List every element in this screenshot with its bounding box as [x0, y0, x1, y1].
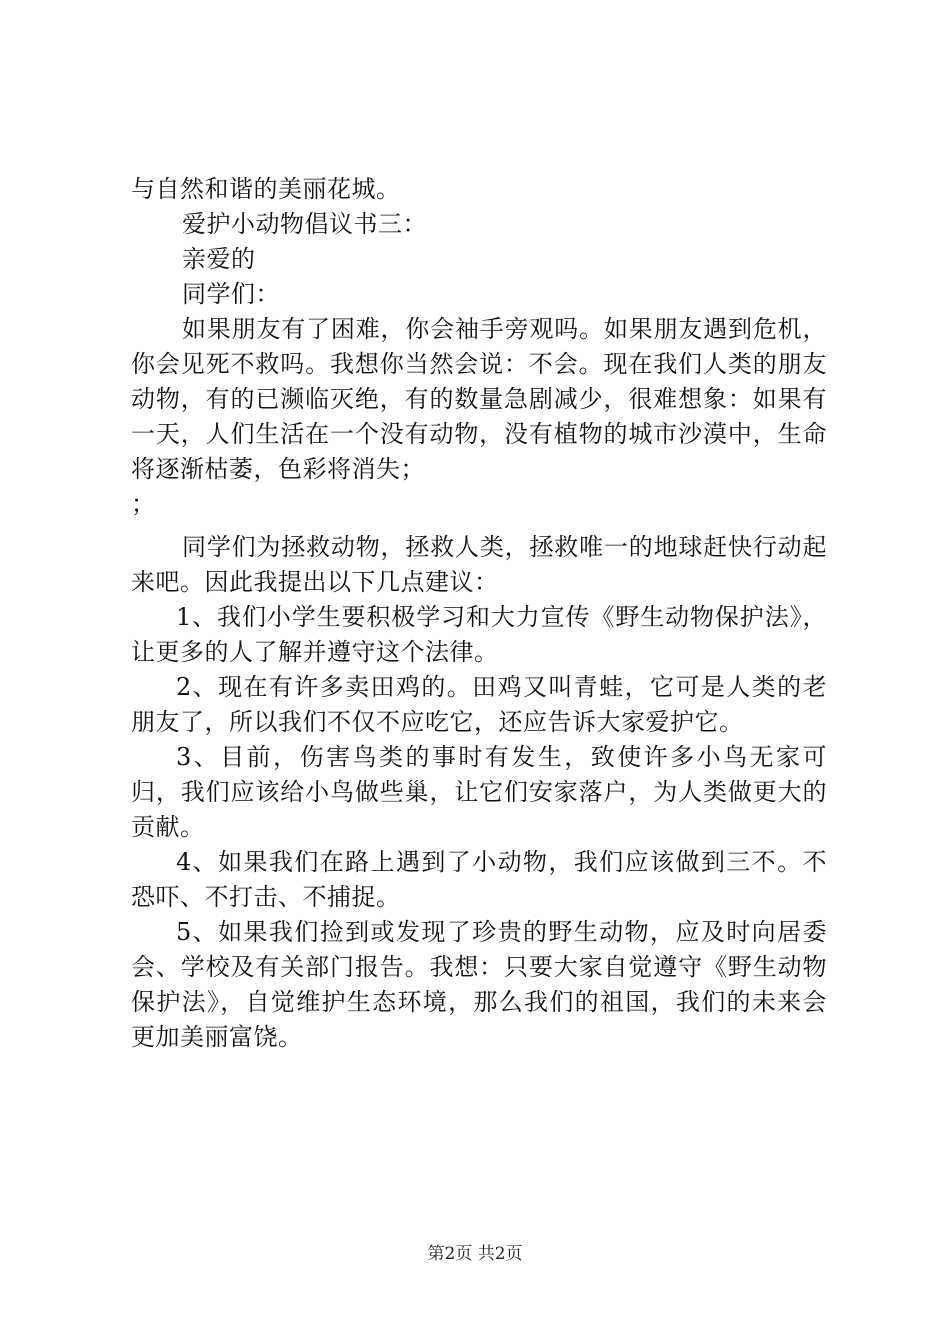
paragraph-semicolon: ； [131, 490, 156, 518]
paragraph-intro: 如果朋友有了困难，你会袖手旁观吗。如果朋友遇到危机，你会见死不救吗。我想你当然会说：不会。现在我们人类的朋友动物，有的已濒临灭绝，有的数量急剧减少，很难想象：如果有一天，人们生活在一个没有动物，没有植物的城市沙漠中，生命将逐渐枯萎，色彩将消失； [131, 315, 827, 483]
suggestion-item-4: 4、如果我们在路上遇到了小动物，我们应该做到三不。不恐吓、不打击、不捕捉。 [131, 848, 827, 911]
salutation-line-2: 同学们： [182, 280, 280, 308]
suggestion-item-1: 1、我们小学生要积极学习和大力宣传《野生动物保护法》，让更多的人了解并遵守这个法律。 [131, 603, 827, 666]
document-body [131, 172, 827, 1055]
suggestion-item-3: 3、目前，伤害鸟类的事时有发生，致使许多小鸟无家可归，我们应该给小鸟做些巢，让它们安家落户，为人类做更大的贡献。 [131, 743, 827, 841]
paragraph-call-to-action: 同学们为拯救动物，拯救人类，拯救唯一的地球赶快行动起来吧。因此我提出以下几点建议： [131, 533, 827, 596]
paragraph-closing-line: 与自然和谐的美丽花城。 [131, 175, 401, 203]
suggestion-item-2: 2、现在有许多卖田鸡的。田鸡又叫青蛙，它可是人类的老朋友了，所以我们不仅不应吃它，还应告诉大家爱护它。 [131, 673, 827, 736]
suggestion-item-5: 5、如果我们捡到或发现了珍贵的野生动物，应及时向居委会、学校及有关部门报告。我想：只要大家自觉遵守《野生动物保护法》，自觉维护生态环境，那么我们的祖国，我们的未来会更加美丽富饶。 [131, 918, 827, 1051]
page-number-footer: 第2页 共2页 [427, 1244, 523, 1264]
salutation-line-1: 亲爱的 [182, 245, 256, 273]
section-title: 爱护小动物倡议书三： [182, 210, 427, 238]
